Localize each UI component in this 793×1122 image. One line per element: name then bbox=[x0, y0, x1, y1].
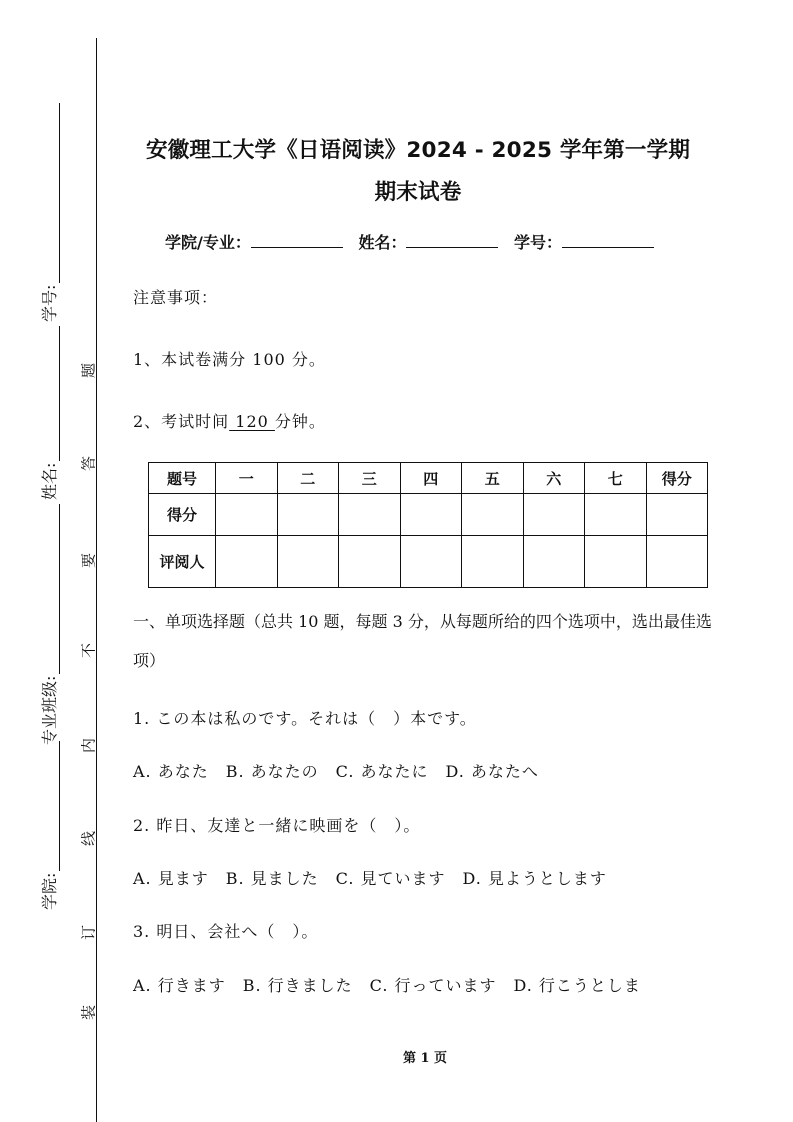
score-cell[interactable] bbox=[585, 494, 647, 536]
score-table-reviewer-row bbox=[149, 536, 708, 588]
student-info-line bbox=[165, 230, 725, 253]
question-options: A. 見ます B. 見ました C. 見ています D. 見ようとします bbox=[133, 869, 607, 888]
note-item-2-prefix: 2、考试时间 bbox=[133, 412, 230, 431]
row-label: 得分 bbox=[149, 494, 216, 536]
sidebar-field-blank[interactable] bbox=[41, 103, 60, 283]
seal-char: 内 bbox=[79, 738, 98, 754]
question-stem: 1. この本は私のです。それは（ ）本です。 bbox=[133, 709, 477, 728]
score-cell[interactable] bbox=[216, 494, 278, 536]
header-cell: 五 bbox=[462, 463, 524, 494]
seal-char: 题 bbox=[79, 363, 98, 379]
seal-char: 装 bbox=[79, 1005, 98, 1021]
score-cell[interactable] bbox=[523, 494, 585, 536]
header-cell: 得分 bbox=[646, 463, 708, 494]
exam-title-line2: 期末试卷 bbox=[374, 180, 462, 205]
sidebar-field-label: 学号: bbox=[40, 284, 59, 322]
sidebar-field-college bbox=[37, 741, 60, 910]
header-cell: 六 bbox=[523, 463, 585, 494]
question-options: A. 行きます B. 行きました C. 行っています D. 行こうとしま bbox=[133, 976, 641, 995]
sidebar-field-blank[interactable] bbox=[41, 326, 60, 461]
note-item-2-suffix: 分钟。 bbox=[274, 412, 326, 431]
seal-char: 答 bbox=[79, 456, 98, 472]
seal-char: 要 bbox=[79, 553, 98, 569]
note-item-2 bbox=[133, 409, 326, 432]
student-id-blank[interactable] bbox=[562, 233, 654, 248]
sidebar-field-label: 学院: bbox=[40, 872, 59, 910]
header-cell: 三 bbox=[339, 463, 401, 494]
score-cell[interactable] bbox=[646, 494, 708, 536]
question-options: A. あなた B. あなたの C. あなたに D. あなたへ bbox=[133, 762, 539, 781]
sidebar-field-name bbox=[37, 326, 60, 500]
notes-heading: 注意事项： bbox=[133, 288, 219, 307]
header-cell: 二 bbox=[277, 463, 339, 494]
sidebar-field-blank[interactable] bbox=[41, 741, 60, 871]
student-id-label: 学号： bbox=[514, 233, 563, 252]
score-table bbox=[148, 462, 708, 588]
sidebar-field-student-id bbox=[37, 103, 60, 322]
question-stem: 3. 明日、会社へ（ ）。 bbox=[133, 922, 319, 941]
reviewer-cell[interactable] bbox=[462, 536, 524, 588]
seal-char: 订 bbox=[79, 925, 98, 941]
reviewer-cell[interactable] bbox=[646, 536, 708, 588]
section-1-heading: 一、单项选择题（总共 10 题，每题 3 分，从每题所给的四个选项中，选出最佳选项） bbox=[133, 612, 712, 670]
note-item-1: 1、本试卷满分 100 分。 bbox=[133, 350, 326, 369]
seal-char: 不 bbox=[79, 643, 98, 659]
reviewer-cell[interactable] bbox=[339, 536, 401, 588]
score-cell[interactable] bbox=[400, 494, 462, 536]
name-label: 姓名： bbox=[358, 233, 407, 252]
sidebar-field-major-class bbox=[37, 504, 60, 745]
header-cell: 题号 bbox=[149, 463, 216, 494]
score-cell[interactable] bbox=[277, 494, 339, 536]
page-number: 第 1 页 bbox=[402, 1051, 448, 1066]
score-table-score-row bbox=[149, 494, 708, 536]
score-cell[interactable] bbox=[462, 494, 524, 536]
sidebar-field-blank[interactable] bbox=[41, 504, 60, 674]
sidebar-field-label: 专业班级: bbox=[40, 675, 59, 745]
sidebar-field-label: 姓名: bbox=[40, 462, 59, 500]
name-blank[interactable] bbox=[406, 233, 498, 248]
score-table-header-row bbox=[149, 463, 708, 494]
header-cell: 四 bbox=[400, 463, 462, 494]
college-major-label: 学院/专业： bbox=[165, 233, 251, 252]
college-major-blank[interactable] bbox=[251, 233, 343, 248]
binding-line bbox=[96, 38, 97, 1122]
exam-title-line1: 安徽理工大学《日语阅读》2024 - 2025 学年第一学期 bbox=[145, 138, 691, 163]
exam-duration-value: 120 bbox=[229, 412, 275, 431]
seal-char: 线 bbox=[79, 831, 98, 847]
header-cell: 一 bbox=[216, 463, 278, 494]
header-cell: 七 bbox=[585, 463, 647, 494]
reviewer-cell[interactable] bbox=[277, 536, 339, 588]
reviewer-cell[interactable] bbox=[585, 536, 647, 588]
question-stem: 2. 昨日、友達と一緒に映画を（ ）。 bbox=[133, 816, 421, 835]
reviewer-cell[interactable] bbox=[400, 536, 462, 588]
reviewer-cell[interactable] bbox=[216, 536, 278, 588]
row-label: 评阅人 bbox=[149, 536, 216, 588]
reviewer-cell[interactable] bbox=[523, 536, 585, 588]
score-cell[interactable] bbox=[339, 494, 401, 536]
